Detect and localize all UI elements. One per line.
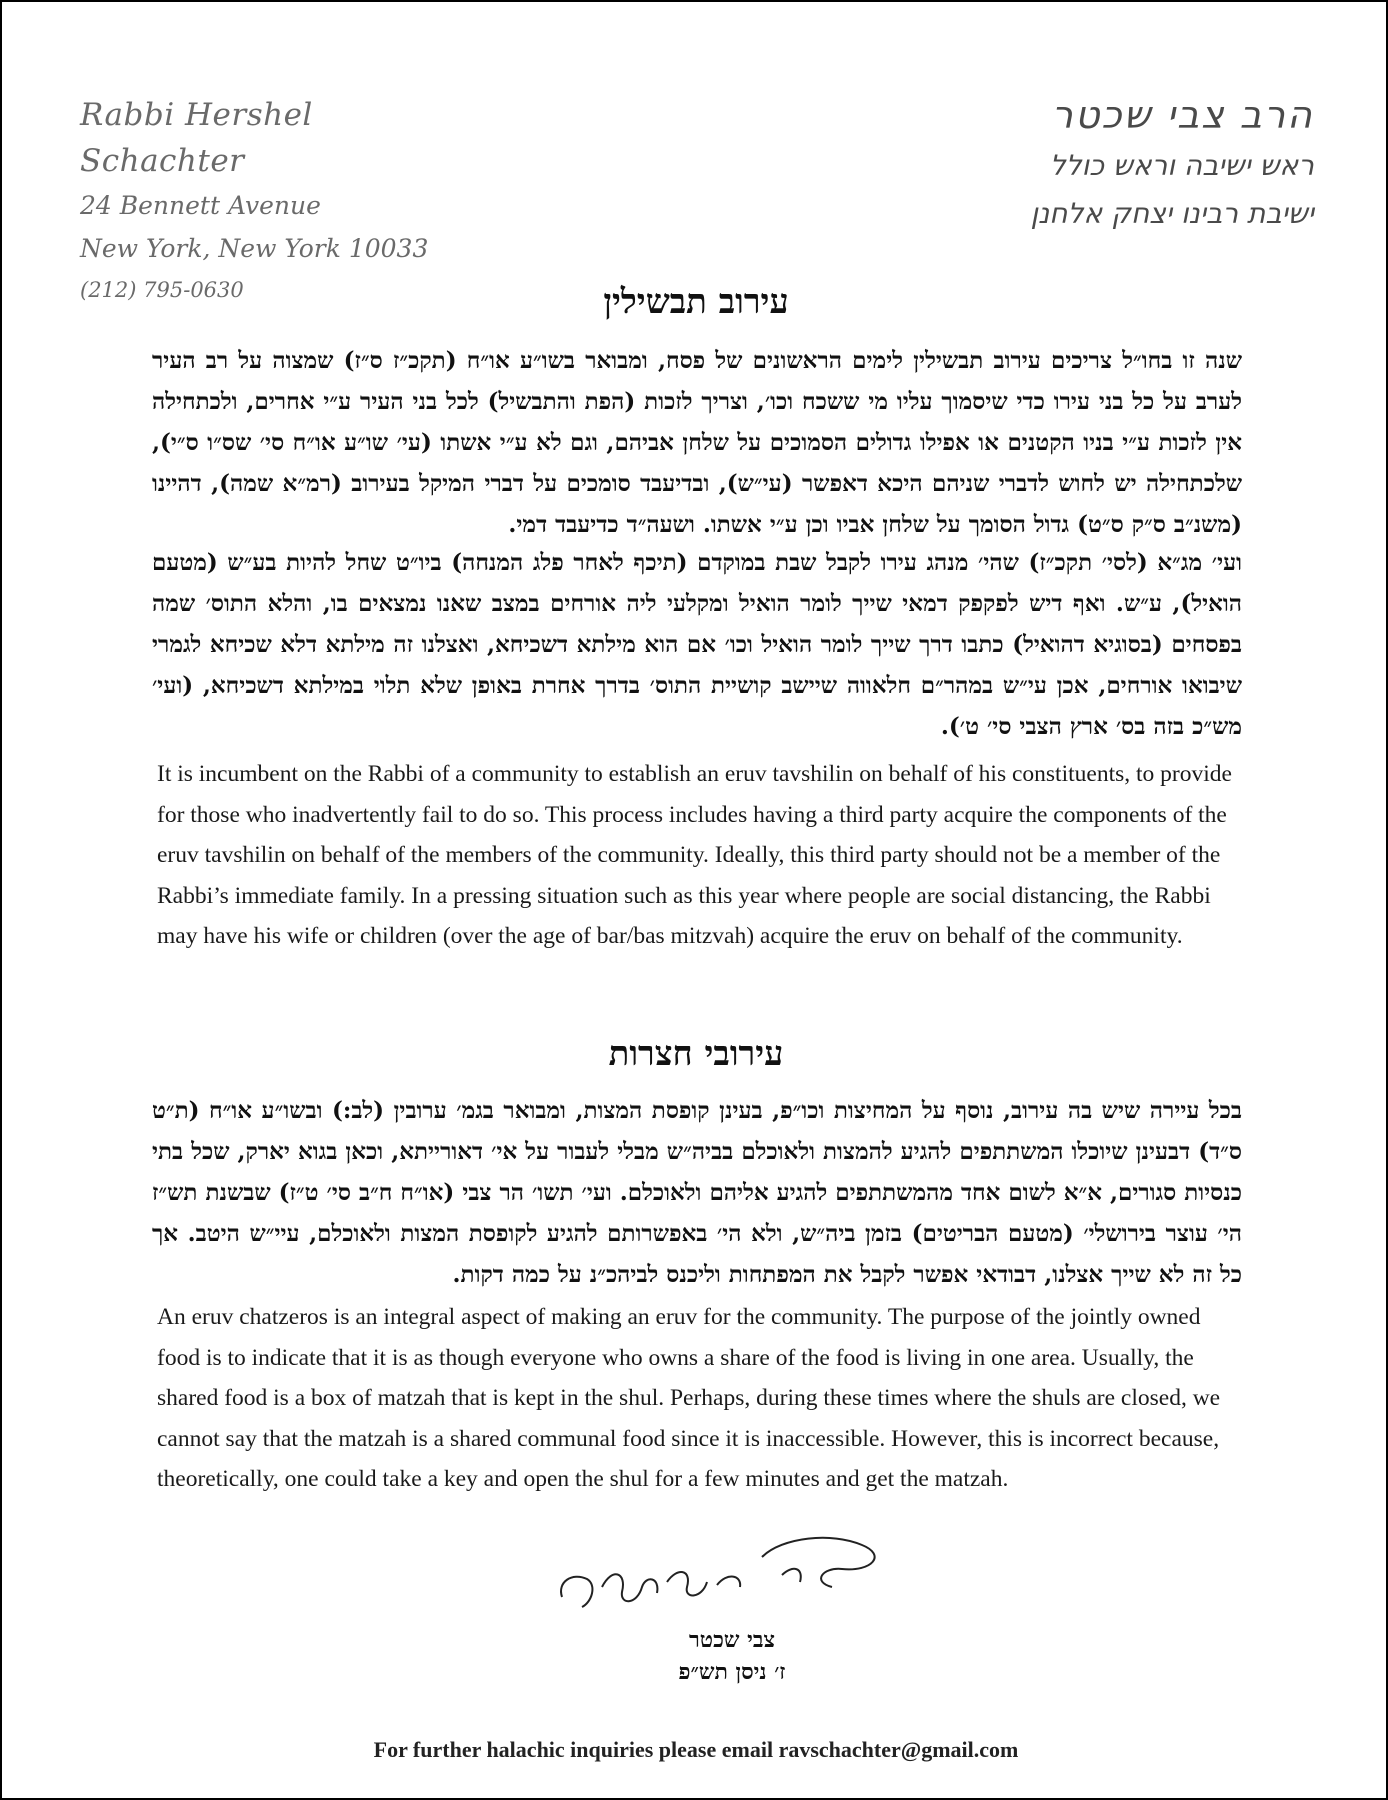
section2-english-paragraph: An eruv chatzeros is an integral aspect of making an eruv for the community. The purpose of the jointly owned food is to indicate that it is as though everyone who owns a share of the food is living in one area. Usually, the shared food is a box of matzah that is kept in the shul. Perhaps, during these times where the shuls are closed, we cannot say that the matzah is a shared communal food since it is inaccessible. However, this is incorrect because, theoretically, one could take a key and open the shul for a few minutes and get the matzah.	[157, 1304, 1221, 1492]
section2-title: עירובי חצרות	[608, 1034, 784, 1074]
section2-hebrew-paragraph: בכל עיירה שיש בה עירוב, נוסף על המחיצות וכו״פ, בעינן קופסת המצות, ומבואר בגמ׳ ערובין (לב:) ובשו״ע או״ח (ת״ט ס״ד) דבעינן שיוכלו המשתתפים להגיע להמצות ולאוכלם בביה״ש מבלי לעבור על אי׳ דאורייתא, וכאן בגוא יארק, שכל בתי כנסיות סגורים, א״א לשום אחד מהמשתתפים להגיע אליהם ולאוכלם. ועי׳ תשו׳ הר צבי (או״ח ח״ב סי׳ ט״ז) שבשנת תש״ז הי׳ עוצר בירושלי׳ (מטעם הבריטים) בזמן ביה״ש, ולא הי׳ באפשרותם להגיע לקופסת המצות ולאוכלם, עיי״ש היטב. אך כל זה לא שייך אצלנו, דבודאי אפשר לקבל את המפתחות וליכנס לביהכ״נ על כמה דקות.	[151, 1097, 1242, 1288]
section1-hebrew-paragraph1: שנה זו בחו״ל צריכים עירוב תבשילין לימים הראשונים של פסח, ומבואר בשו״ע או״ח (תקכ״ז ס״ז) שמצוה על רב העיר לערב על כל בני עירו כדי שיסמוך עליו מי ששכח וכו׳, וצריך לזכות (הפת והתבשיל) לכל בני העיר ע״י אחרים, ולכתחילה אין לזכות ע״י בניו הקטנים או אפילו גדולים הסמוכים על שלחן אביהם, וגם לא ע״י אשתו (עי׳ שו״ע או״ח סי׳ שס״ו ס״י), שלכתחילה יש לחוש לדברי שניהם היכא דאפשר (עי״ש), ובדיעבד סומכים על דברי המיקל בעירוב (רמ״א שמה), דהיינו (משנ״ב ס״ק ס״ט) גדול הסומך על שלחן אביו וכן ע״י אשתו. ושעה״ד כדיעבד דמי.	[152, 347, 1242, 538]
handwritten-signature	[542, 1527, 922, 1627]
sender-address-line1: 24 Bennett Avenue	[80, 191, 321, 220]
footer-contact: For further halachic inquiries please email ravschachter@gmail.com	[373, 1737, 1019, 1762]
hebrew-sender-institution: ישיבת רבינו יצחק אלחנן	[1030, 197, 1314, 230]
section1-hebrew-paragraph2: ועי׳ מג״א (לסי׳ תקכ״ז) שהי׳ מנהג עירו לקבל שבת במוקדם (תיכף לאחר פלג המנחה) ביו״ט שחל להיות בע״ש (מטעם הואיל), ע״ש. ואף דיש לפקפק דמאי שייך לומר הואיל ומקלעי ליה אורחים במצב שאנו נמצאים בו, והלא התוס׳ שמה בפסחים (בסוגיא דהואיל) כתבו דרך שייך לומר הואיל וכו׳ אם הוא מילתא דשכיחא, ואצלנו זה מילתא דלא שכיחא לגמרי שיבואו אורחים, אכן עי״ש במהר״ם חלאווה שיישב קושיית התוס׳ בדרך אחרת באופן שלא תלוי במילתא דשכיחא, (ועי׳ מש״כ בזה בס׳ ארץ הצבי סי׳ ט׳).	[152, 549, 1242, 740]
hebrew-sender-title: ראש ישיבה וראש כולל	[1049, 149, 1314, 182]
sender-address-line2: New York, New York 10033	[80, 234, 429, 263]
section1-title: עירוב תבשילין	[603, 282, 789, 322]
english-letterhead	[80, 92, 480, 310]
signature-block	[542, 1527, 922, 1687]
section1-english-paragraph: It is incumbent on the Rabbi of a community to establish an eruv tavshilin on behalf of his constituents, to provide for those who inadvertently fail to do so. This process includes having a third party acquire the components of the eruv tavshilin on behalf of the members of the community. Ideally, this third party should not be a member of the Rabbi’s immediate family. In a pressing situation such as this year where people are social distancing, the Rabbi may have his wife or children (over the age of bar/bas mitzvah) acquire the eruv on behalf of the community.	[157, 761, 1232, 949]
signature-name: צבי שכטר	[689, 1627, 775, 1653]
sender-phone: (212) 795-0630	[80, 278, 244, 302]
signature-date: ז׳ ניסן תש״פ	[678, 1659, 786, 1685]
hebrew-letterhead	[854, 88, 1314, 238]
sender-name: Rabbi Hershel Schachter	[80, 97, 313, 179]
hebrew-sender-name: הרב צבי שכטר	[1051, 93, 1314, 137]
